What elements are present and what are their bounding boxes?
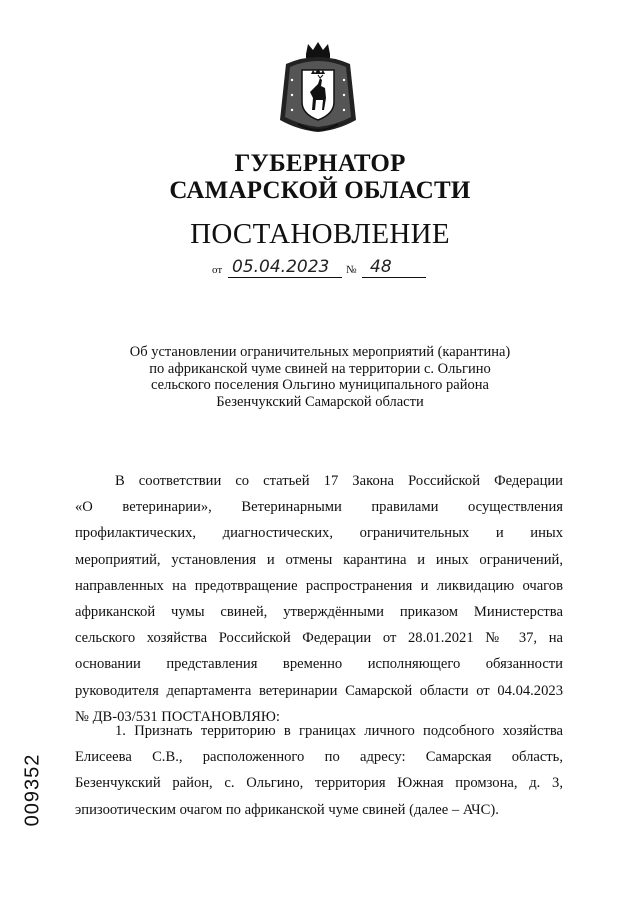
body-line: В соответствии со статьей 17 Закона Российской Федерации — [115, 473, 563, 489]
subject-line: по африканской чуме свиней на территории с. Ольгино — [149, 360, 491, 377]
body-line: профилактических, диагностических, ограничительных и иных — [75, 525, 563, 542]
date-underline — [228, 277, 342, 278]
date-from-label: от — [212, 264, 223, 276]
date-number-line — [212, 258, 432, 282]
body-line: африканской чумы свиней, утверждёнными приказом Министерства — [75, 604, 563, 621]
body-line: направленных на предотвращение распространения и ликвидацию очагов — [75, 577, 563, 594]
document-type-title: ПОСТАНОВЛЕНИЕ — [190, 218, 450, 250]
margin-number-text: 009352 — [21, 753, 44, 827]
margin-registration-number — [18, 745, 48, 835]
body-line: эпизоотическим очагом по африканской чуме свиней (далее – АЧС). — [75, 801, 499, 818]
document-subject — [90, 344, 550, 410]
coat-of-arms-icon — [278, 40, 358, 135]
body-line: руководителя департамента ветеринарии Самарской области от 04.04.2023 — [75, 682, 563, 699]
body-line: № ДВ-03/531 ПОСТАНОВЛЯЮ: — [75, 708, 280, 725]
body-line: Елисеева С.В., расположенного по адресу: Самарская область, — [75, 749, 563, 766]
subject-line: Об установлении ограничительных мероприятий (карантина) — [129, 344, 511, 360]
subject-line: Безенчукский Самарской области — [216, 393, 424, 410]
date-value: 05.04.2023 — [232, 257, 330, 277]
body-line: 1. Признать территорию в границах личного подсобного хозяйства — [115, 723, 563, 739]
number-label: № — [346, 264, 357, 276]
number-value: 48 — [370, 257, 392, 277]
issuer-title-line1: ГУБЕРНАТОР — [234, 150, 406, 177]
body-line: Безенчукский район, с. Ольгино, территория Южная промзона, д. 3, — [75, 775, 563, 792]
clause-1-paragraph — [75, 718, 563, 823]
subject-line: сельского поселения Ольгино муниципального района — [151, 377, 489, 393]
body-line: «О ветеринарии», Ветеринарными правилами осуществления — [75, 499, 563, 516]
number-underline — [362, 277, 426, 278]
body-line: мероприятий, установления и отмены карантина и иных ограничений, — [75, 551, 563, 568]
issuer-title-line2: САМАРСКОЙ ОБЛАСТИ — [169, 177, 471, 204]
body-line: сельского хозяйства Российской Федерации от 28.01.2021 № 37, на — [75, 630, 563, 647]
preamble-paragraph — [75, 468, 563, 730]
body-line: основании представления временно исполняющего обязанности — [75, 656, 563, 673]
